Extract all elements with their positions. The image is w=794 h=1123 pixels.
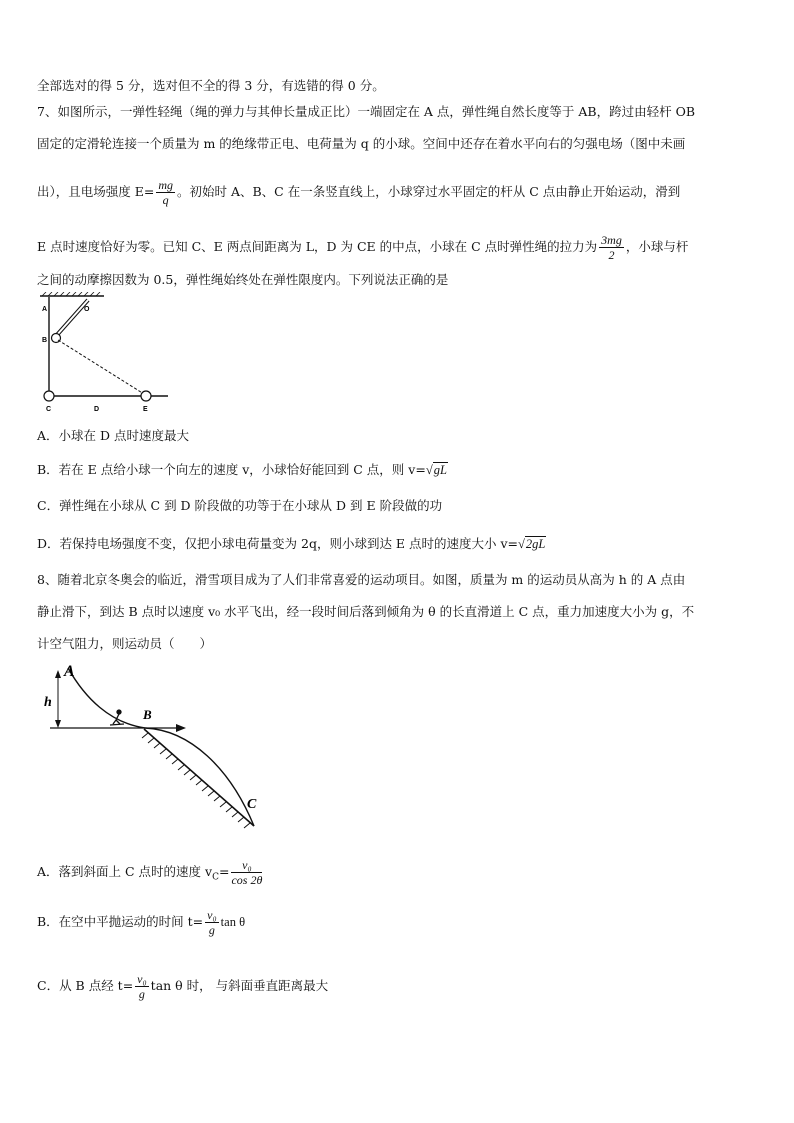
label-c: C xyxy=(247,797,257,812)
q7-option-c: C．弹性绳在小球从 C 到 D 阶段做的功等于在小球从 D 到 E 阶段做的功 xyxy=(37,498,443,513)
label-e: E xyxy=(143,406,148,413)
fraction-numerator: v₀ xyxy=(231,858,262,873)
q7-line-1: 7、如图所示，一弹性轻绳（绳的弹力与其伸长量成正比）一端固定在 A 点，弹性绳自然长度等于 AB，跨过由轻杆 OB xyxy=(37,104,696,119)
velocity-fraction xyxy=(231,858,262,887)
fraction-denominator: g xyxy=(208,923,215,937)
q7-option-d-text: D．若保持电场强度不变，仅把小球电荷量变为 2q，则小球到达 E 点时的速度大小 v= xyxy=(37,536,519,551)
label-b: B xyxy=(42,337,48,344)
fraction-numerator: mg xyxy=(158,178,173,192)
q7-option-b-text: B．若在 E 点给小球一个向左的速度 v，小球恰好能回到 C 点，则 v= xyxy=(37,462,426,477)
label-c: C xyxy=(46,406,52,413)
q8-figure xyxy=(40,658,270,833)
q8-option-c-text: C．从 B 点经 t= xyxy=(37,978,134,993)
sqrt-radicand: 2gL xyxy=(525,537,546,551)
fraction-denominator: cos 2θ xyxy=(231,873,263,887)
q7-line-5: 之间的动摩擦因数为 0.5，弹性绳始终处在弹性限度内。下列说法正确的是 xyxy=(37,272,449,287)
fraction-numerator: v₀ xyxy=(207,908,217,922)
ski-slope xyxy=(68,668,145,728)
q8-line-2: 静止滑下，到达 B 点时以速度 v₀ 水平飞出，经一段时间后落到倾角为 θ 的长直滑道上 C 点，重力加速度大小为 g，不 xyxy=(37,604,695,619)
q7-figure xyxy=(36,292,176,417)
q7-line-3 xyxy=(37,178,680,207)
q8-option-a xyxy=(37,858,264,887)
q7-line-4-text-a: E 点时速度恰好为零。已知 C、E 两点间距离为 L，D 为 CE 的中点，小球在 C 点时弹性绳的拉力为 xyxy=(37,239,598,254)
q7-line-4 xyxy=(37,233,688,262)
sqrt-radicand: gL xyxy=(433,463,447,477)
label-h: h xyxy=(44,695,52,710)
dashed-rope xyxy=(58,340,144,394)
sqrt-expression: √2gL xyxy=(518,537,546,551)
ball-c xyxy=(44,391,54,401)
q7-line-3-text-a: 出），且电场强度 E= xyxy=(37,184,155,199)
q8-line-3: 计空气阻力，则运动员（ ） xyxy=(37,636,213,651)
q8-option-c xyxy=(37,972,328,1001)
skier-icon xyxy=(110,710,124,725)
q7-option-d xyxy=(37,536,546,552)
label-o: O xyxy=(84,306,90,313)
q7-option-b xyxy=(37,462,448,478)
time-fraction xyxy=(205,908,219,937)
tension-fraction xyxy=(599,233,624,262)
q8-option-a-text: A．落到斜面上 C 点时的速度 v xyxy=(37,864,213,879)
fraction-denominator: q xyxy=(162,193,169,207)
label-a: A xyxy=(42,306,48,313)
q8-option-b-text: B．在空中平抛运动的时间 t= xyxy=(37,914,204,929)
sqrt-expression: √gL xyxy=(425,463,447,477)
q7-option-a: A．小球在 D 点时速度最大 xyxy=(37,428,189,443)
fraction-denominator: g xyxy=(138,987,145,1001)
label-d: D xyxy=(94,406,100,413)
q7-line-3-text-b: 。初始时 A、B、C 在一条竖直线上，小球穿过水平固定的杆从 C 点由静止开始运动，滑到 xyxy=(177,184,681,199)
fraction-denominator: 2 xyxy=(608,248,615,262)
velocity-subscript: C xyxy=(212,872,219,883)
q7-line-2: 固定的定滑轮连接一个质量为 m 的绝缘带正电、电荷量为 q 的小球。空间中还存在着水平向右的匀强电场（图中未画 xyxy=(37,136,686,151)
q8-option-c-tail: tan θ 时， 与斜面垂直距离最大 xyxy=(150,978,329,993)
equals-sign: = xyxy=(218,864,230,879)
q8-option-b xyxy=(37,908,245,937)
field-fraction xyxy=(156,178,175,207)
tan-term: tan θ xyxy=(220,915,246,929)
header-line: 全部选对的得 5 分，选对但不全的得 3 分，有选错的得 0 分。 xyxy=(37,78,385,93)
time-fraction xyxy=(135,972,149,1001)
label-a: A xyxy=(64,663,75,680)
fraction-numerator: v₀ xyxy=(137,972,147,986)
incline xyxy=(144,729,254,826)
fraction-numerator: 3mg xyxy=(601,233,622,247)
q8-line-1: 8、随着北京冬奥会的临近，滑雪项目成为了人们非常喜爱的运动项目。如图，质量为 m 的运动员从高为 h 的 A 点由 xyxy=(37,572,686,587)
ball-e xyxy=(141,391,151,401)
q7-line-4-text-b: ，小球与杆 xyxy=(625,239,689,254)
label-b: B xyxy=(143,707,152,722)
